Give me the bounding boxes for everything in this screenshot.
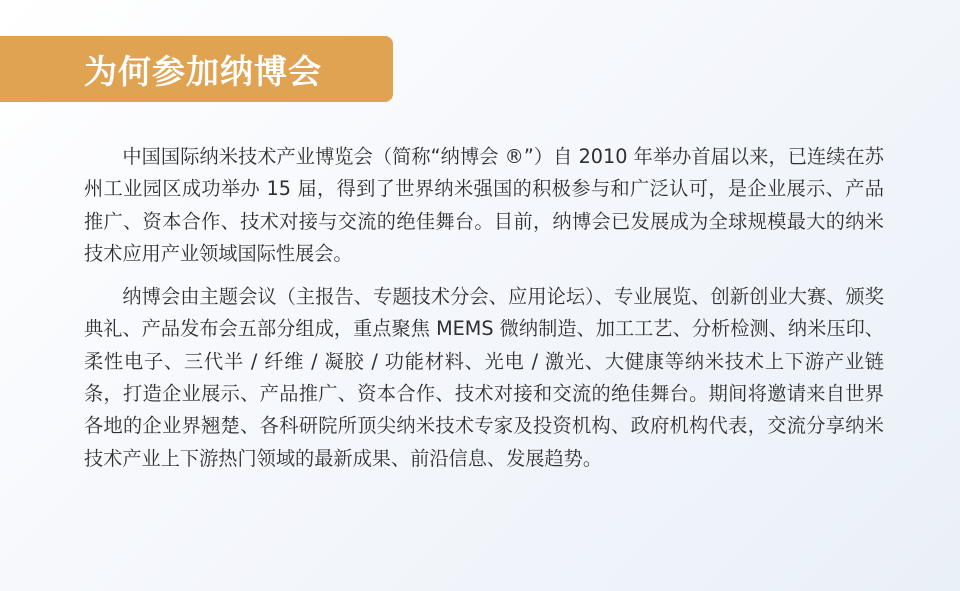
page-title: 为何参加纳博会 <box>84 51 322 91</box>
title-banner <box>0 36 393 102</box>
paragraph-composition: 纳博会由主题会议（主报告、专题技术分会、应用论坛）、专业展览、创新创业大赛、颁奖典礼、产品发布会五部分组成，重点聚焦 MEMS 微纳制造、加工工艺、分析检测、纳米压印、柔性电子、三代半 / 纤维 / 凝胶 / 功能材料、光电 / 激光、大健康等纳米技术上下游产业链条，打造企业展示、产品推广、资本合作、技术对接和交流的绝佳舞台。期间将邀请来自世界各地的企业界翘楚、各科研院所顶尖纳米技术专家及投资机构、政府机构代表，交流分享纳米技术产业上下游热门领域的最新成果、前沿信息、发展趋势。 <box>84 285 884 470</box>
paragraph-intro: 中国国际纳米技术产业博览会（简称“纳博会 ®”）自 2010 年举办首届以来，已连续在苏州工业园区成功举办 15 届，得到了世界纳米强国的积极参与和广泛认可，是企业展示、产品推广、资本合作、技术对接与交流的绝佳舞台。目前，纳博会已发展成为全球规模最大的纳米技术应用产业领域国际性展会。 <box>84 145 884 265</box>
article-body <box>84 141 884 486</box>
